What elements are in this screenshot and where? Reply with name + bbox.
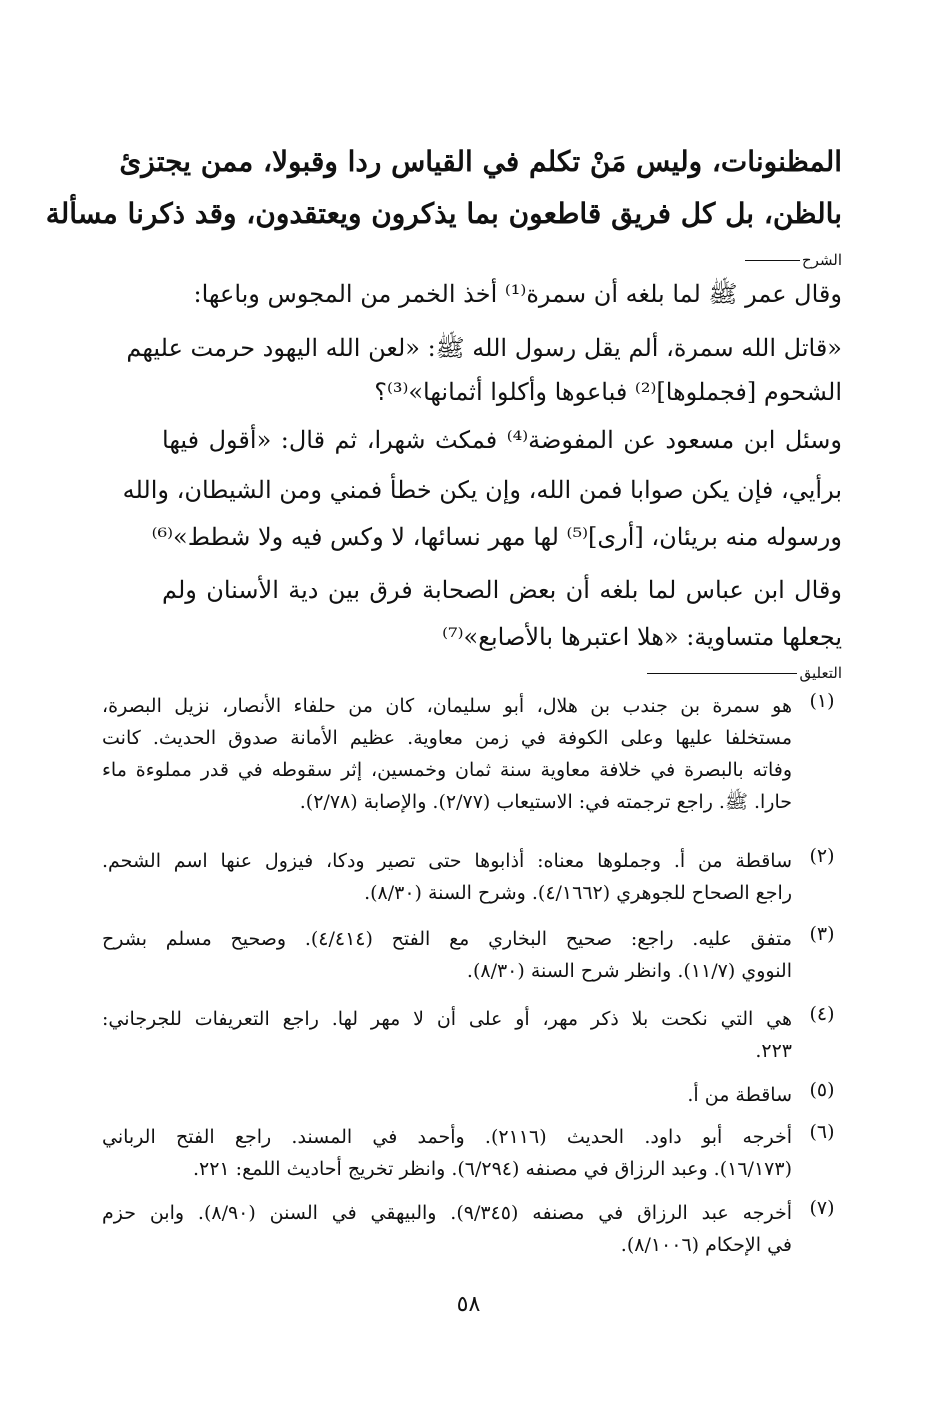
sharh-rule (745, 260, 800, 261)
footnote-text (102, 690, 792, 818)
sharh-label: الشرح (801, 251, 842, 269)
sharh-divider (745, 251, 842, 269)
matn-line: المظنونات، وليس مَنْ تكلم في القياس ردا وقبولا، ممن يجتزئ (119, 145, 842, 178)
taaliq-label: التعليق (799, 664, 842, 682)
footnote-line: هي التي نكحت بلا ذكر مهر، أو على أن لا مهر لها. راجع التعريفات للجرجاني: (102, 1008, 792, 1030)
footnote-line: ٢٢٣. (755, 1040, 792, 1062)
footnote-text (102, 1003, 792, 1067)
footnote-line: متفق عليه. راجع: صحيح البخاري مع الفتح (٤/٤١٤). وصحيح مسلم بشرح (102, 928, 792, 950)
footnote-line: حارا. ﷺ. راجع ترجمته في: الاستيعاب (٢/٧٧). والإصابة (٢/٧٨). (299, 791, 792, 813)
footnote-line: مستخلفا عليها وعلى الكوفة في زمن معاوية. عظيم الأمانة صدوق الحديث. كانت (102, 727, 792, 749)
footnote (102, 845, 842, 915)
footnote (102, 1079, 842, 1115)
footnote-line: النووي (١١/٧). وانظر شرح السنة (٨/٣٠). (466, 960, 792, 982)
footnote-line: ساقطة من أ. (687, 1084, 792, 1106)
footnote-number: (٥) (809, 1079, 835, 1101)
footnote-line: أخرجه أبو داود. الحديث (٢١١٦). وأحمد في المسند. راجع الفتح الرباني (102, 1126, 792, 1148)
sharh-line: برأيي، فإن يكن صوابا فمن الله، وإن يكن خطأ فمني ومن الشيطان، والله (122, 476, 842, 504)
footnote-text (102, 1079, 792, 1111)
page-number: ٥٨ (456, 1292, 481, 1317)
footnote-text (102, 1121, 792, 1185)
footnote-number: (١) (809, 690, 835, 712)
footnote-line: أخرجه عبد الرزاق في مصنفه (٩/٣٤٥). والبيهقي في السنن (٨/٩٠). وابن حزم (102, 1202, 793, 1224)
footnote (102, 1121, 842, 1191)
footnote-line: ساقطة من أ. وجملوها معناه: أذابوها حتى تصير ودكا، فيزول عنها اسم الشحم. (102, 850, 792, 872)
footnote-line: (١٦/١٧٣). وعبد الرزاق في مصنفه (٦/٢٩٤). وانظر تخريج أحاديث اللمع: ٢٢١. (192, 1158, 792, 1180)
sharh-line: وقال عمر ﷺ لما بلغه أن سمرة⁽¹⁾ أخذ الخمر من المجوس وباعها: (193, 280, 842, 308)
footnote-number: (٢) (809, 845, 835, 867)
footnote-line: راجع الصحاح للجوهري (٤/١٦٦٢). وشرح السنة (٨/٣٠). (364, 882, 792, 904)
footnote-number: (٣) (809, 923, 835, 945)
footnote-text (102, 923, 792, 987)
footnote-line: وفاته بالبصرة في خلافة معاوية سنة ثمان وخمسين، إثر سقوطه في قدر مملوءة ماء (102, 759, 792, 781)
taaliq-rule (647, 673, 797, 674)
footnote-line: في الإحكام (٨/١٠٠٦). (620, 1234, 792, 1256)
footnote-number: (٧) (809, 1197, 835, 1219)
footnote (102, 923, 842, 993)
footnote (102, 690, 842, 830)
footnote-number: (٦) (809, 1121, 835, 1143)
taaliq-divider (647, 664, 842, 682)
footnote (102, 1003, 842, 1073)
sharh-line: وسئل ابن مسعود عن المفوضة⁽⁴⁾ فمكث شهرا، ثم قال: «أقول فيها (162, 426, 842, 454)
sharh-line: الشحوم [فجملوها]⁽²⁾ فباعوها وأكلوا أثمانها»⁽³⁾؟ (374, 378, 842, 406)
footnote (102, 1197, 842, 1267)
footnote-line: هو سمرة بن جندب بن هلال، أبو سليمان، كان من حلفاء الأنصار، نزيل البصرة، (102, 695, 792, 717)
sharh-line: وقال ابن عباس لما بلغه أن بعض الصحابة فرق بين دية الأسنان ولم (162, 576, 842, 604)
footnote-text (102, 1197, 792, 1261)
matn-line: بالظن، بل كل فريق قاطعون بما يذكرون ويعتقدون، وقد ذكرنا مسألة (45, 197, 842, 230)
sharh-line: «قاتل الله سمرة، ألم يقل رسول الله ﷺ: «لعن الله اليهود حرمت عليهم (126, 334, 842, 362)
sharh-line: يجعلها متساوية: «هلا اعتبرها بالأصابع»⁽⁷⁾ (442, 623, 842, 651)
footnote-number: (٤) (809, 1003, 835, 1025)
footnote-text (102, 845, 792, 909)
sharh-line: ورسوله منه بريئان، [أرى]⁽⁵⁾ لها مهر نسائها، لا وكس فيه ولا شطط»⁽⁶⁾ (151, 523, 842, 551)
